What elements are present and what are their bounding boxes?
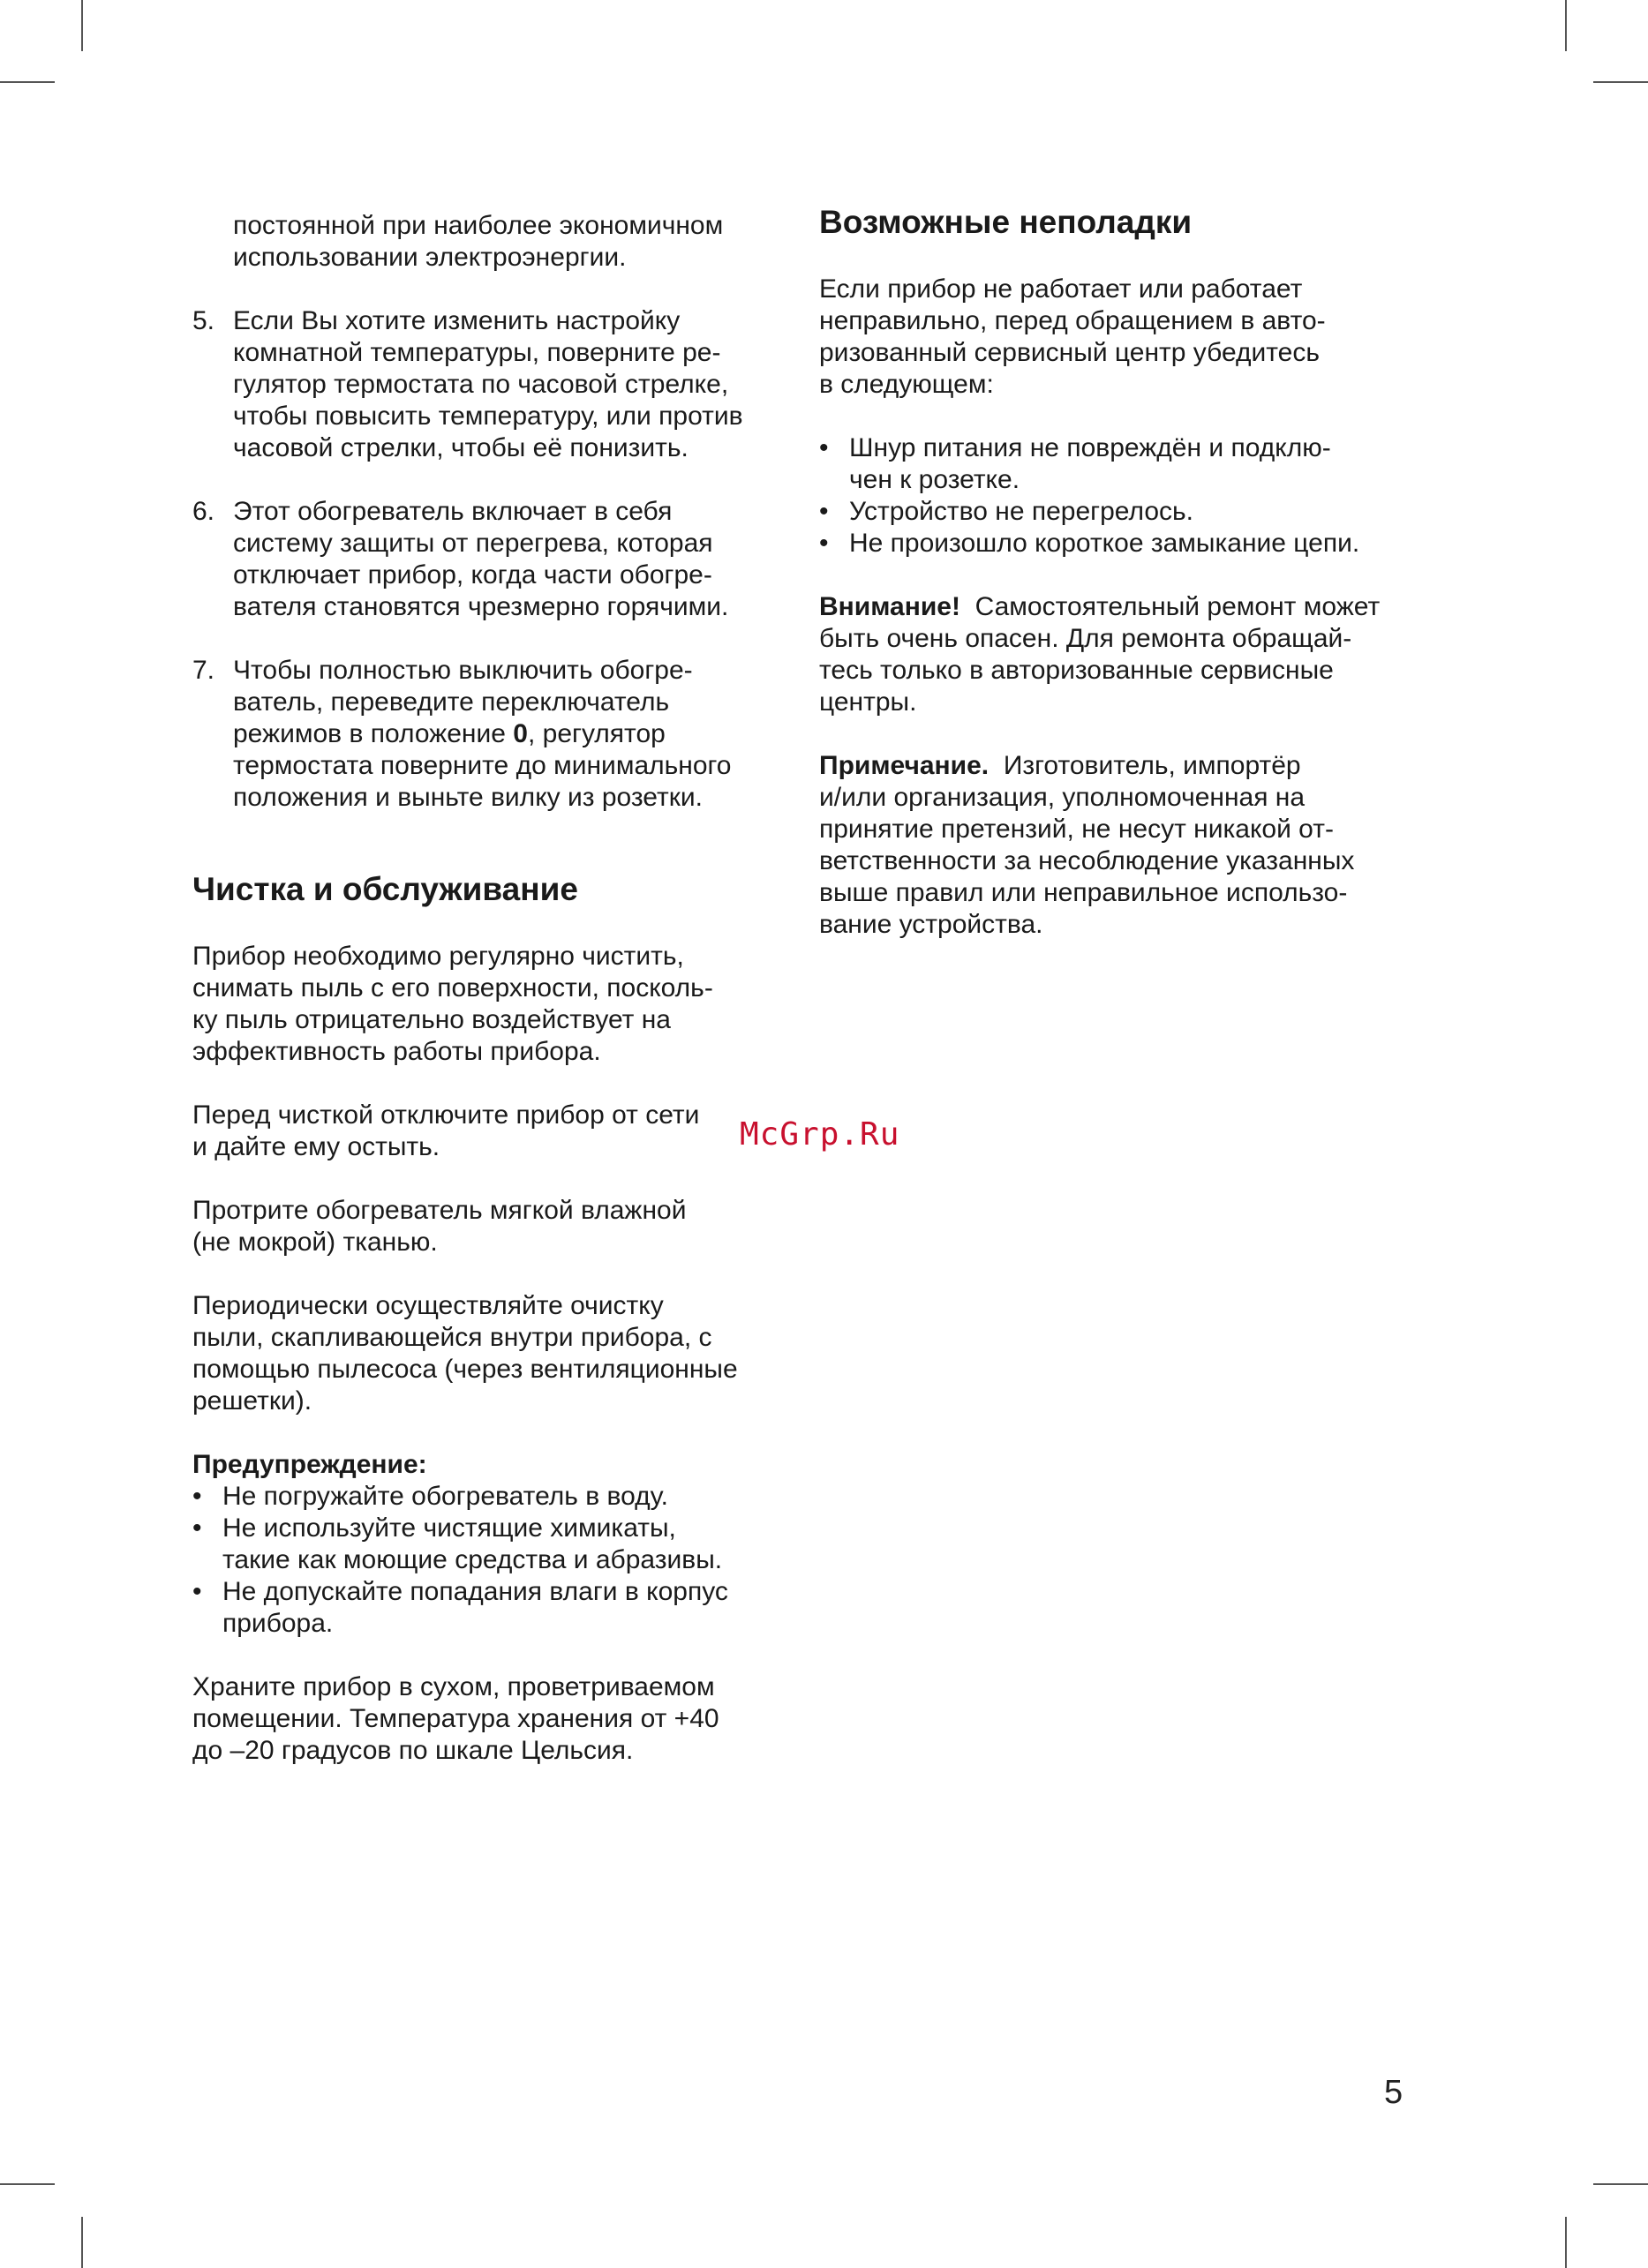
step-number: 6. [192,497,215,526]
crop-mark [1565,2217,1567,2268]
bullet-icon: • [819,529,829,558]
bullet-icon: • [819,497,829,526]
note-label: Примечание. [819,751,990,780]
troubleshooting-heading: Возможные неполадки [819,204,1193,240]
storage-paragraph: Храните прибор в сухом, проветриваемом помещении. Температура хранения от +40 до –20 градусов по шкале Цельсия. [192,1672,719,1765]
bullet-icon: • [192,1513,202,1543]
crop-mark [1593,81,1648,83]
step-6: 6. Этот обогреватель включает в себя систему защиты от перегрева, которая отключает прибор, когда части обогре- вателя становятся чрезмерно горячими. [192,497,729,621]
warning-bullet: • Не используйте чистящие химикаты, такие как моющие средства и абразивы. [192,1513,723,1574]
page-number: 5 [1384,2074,1403,2111]
crop-mark [81,2217,83,2268]
step-number: 7. [192,656,215,685]
warning-bullet: • Не допускайте попадания влаги в корпус прибора. [192,1577,728,1638]
step-5: 5. Если Вы хотите изменить настройку комнатной температуры, поверните ре- гулятор термостата по часовой стрелке, чтобы повысить температуру, или против часовой стрелки, чтобы её понизить. [192,306,743,462]
cleaning-paragraph: Перед чисткой отключите прибор от сети и дайте ему остыть. [192,1100,700,1161]
intro-continuation: постоянной при наиболее экономичном использовании электроэнергии. [233,211,724,272]
bullet-icon: • [192,1482,202,1511]
mode-zero: 0 [513,719,528,748]
step-number: 5. [192,306,215,335]
warning-label: Предупреждение: [192,1450,427,1479]
crop-mark [81,0,83,51]
check-bullet: • Устройство не перегрелось. [819,497,1193,526]
bullet-icon: • [192,1577,202,1606]
crop-mark [1565,0,1567,51]
cleaning-paragraph: Протрите обогреватель мягкой влажной (не мокрой) тканью. [192,1196,687,1257]
check-bullet: • Не произошло короткое замыкание цепи. [819,529,1360,558]
warning-bullet: • Не погружайте обогреватель в воду. [192,1482,668,1511]
bullet-icon: • [819,433,829,462]
step-7: 7. Чтобы полностью выключить обогре- ватель, переведите переключатель режимов в положение 0, регулятор термостата поверните до минимального положения и выньте вилку из розетки. [192,656,732,812]
attention-label: Внимание! [819,592,960,621]
crop-mark [1593,2183,1648,2185]
crop-mark [0,2183,55,2185]
note-paragraph: Примечание. Изготовитель, импортёр и/или организация, уполномоченная на принятие претензий, не несут никакой от- ветственности за несоблюдение указанных выше правил или неправильное использо- вание устройства. [819,751,1355,939]
attention-paragraph: Внимание! Самостоятельный ремонт может быть очень опасен. Для ремонта обращай- тесь только в авторизованные сервисные центры. [819,592,1381,717]
check-bullet: • Шнур питания не повреждён и подклю- чен к розетке. [819,433,1331,494]
cleaning-paragraph: Прибор необходимо регулярно чистить, снимать пыль с его поверхности, посколь- ку пыль отрицательно воздействует на эффективность работы прибора. [192,942,713,1066]
cleaning-paragraph: Периодически осуществляйте очистку пыли, скапливающейся внутри прибора, с помощью пылесоса (через вентиляционные решетки). [192,1291,738,1416]
cleaning-heading: Чистка и обслуживание [192,871,578,907]
troubleshooting-intro: Если прибор не работает или работает неправильно, перед обращением в авто- ризованный сервисный центр убедитесь в следующем: [819,274,1326,399]
watermark: McGrp.Ru [740,1116,900,1153]
crop-mark [0,81,55,83]
